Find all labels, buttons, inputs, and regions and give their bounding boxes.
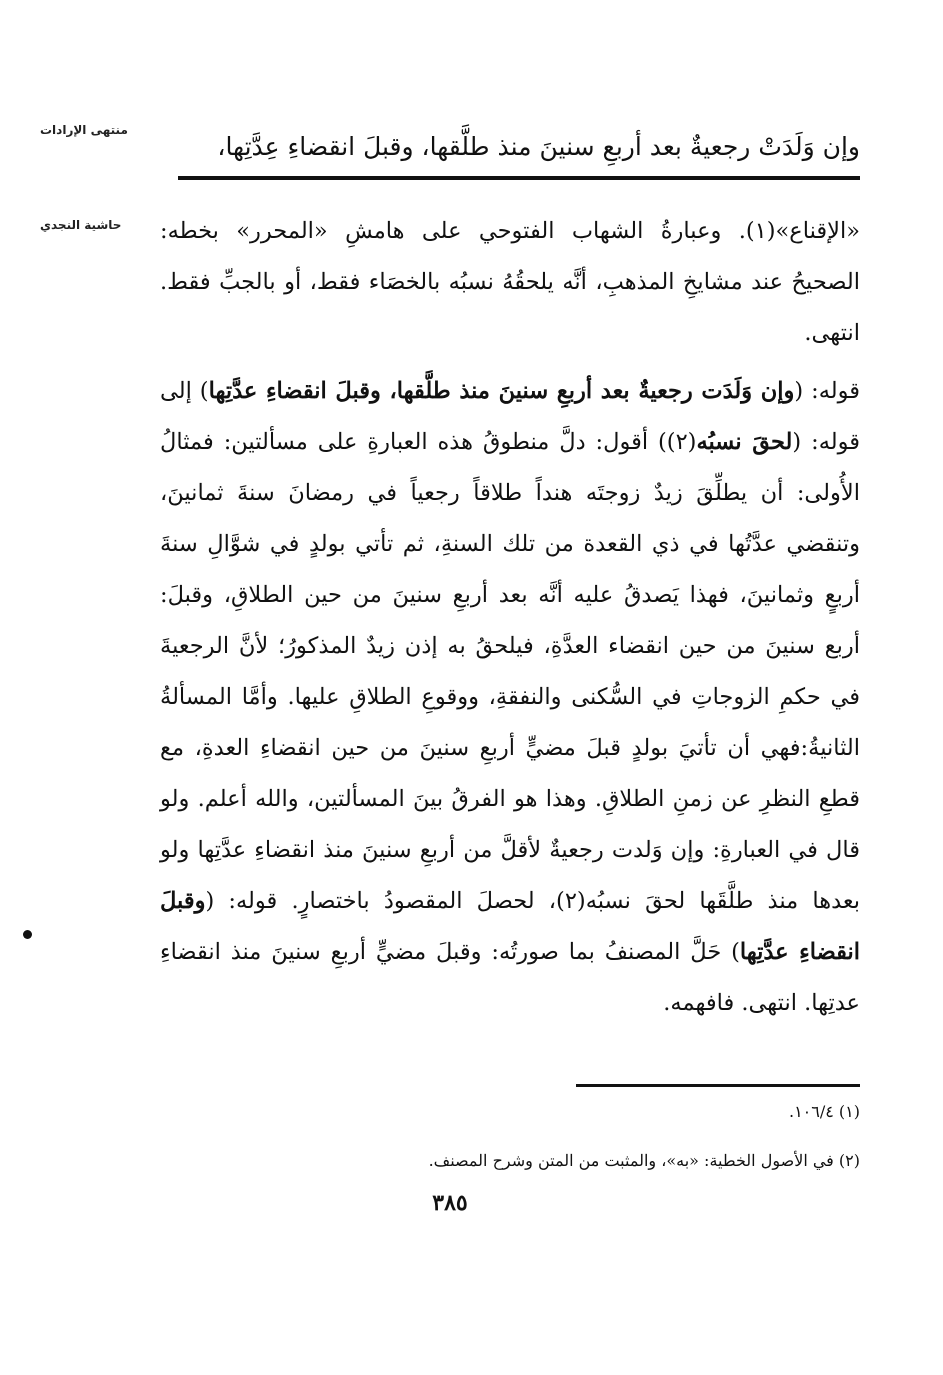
p2-quote-3: وقبلَ انقضاءِ عدَّتِها xyxy=(160,888,860,965)
p2-rest-2: ) حَلَّ المصنفُ بما صورتُه: وقبلَ مضيٍّ أربعِ سنينَ منذ انقضاءِ عدتِها. انتهى. فافهمه. xyxy=(160,939,860,1016)
p2-quote-2: لحقَ نسبُه xyxy=(696,429,793,455)
header-rule xyxy=(178,176,860,180)
paragraph-2-text xyxy=(160,366,860,1029)
p2-rest-1: (٢)) أقول: دلَّ منطوقُ هذه العبارةِ على مسألتين: فمثالُ الأُولى: أن يطلِّقَ زيدٌ زوجتَه هنداً طلاقاً رجعياً في رمضانَ سنةَ ثمانينَ، وتنقضي عدَّتُها في ذي القعدة من تلك السنةِ، ثم تأتي بولدٍ في شوَّالِ سنةَ أربعٍ وثمانينَ، فهذا يَصدقُ عليه أنَّه بعد أربعِ سنينَ من حين الطلاقِ، وقبلَ: أربع سنينَ من حين انقضاء العدَّةِ، فيلحقُ به إذن زيدٌ المذكورُ؛ لأنَّ الرجعيةَ في حكمِ الزوجاتِ في السُّكنى والنفقةِ، ووقوعِ الطلاقِ عليها. وأمَّا المسألةُ الثانيةُ:فهي أن تأتيَ بولدٍ قبلَ مضيٍّ أربعِ سنينَ من حين انقضاءِ العدةِ، مع قطعِ النظرِ عن زمنِ الطلاقِ. وهذا هو الفرقُ بينَ المسألتين، والله أعلم. ولو قال في العبارةِ: وإن وَلدت رجعيةٌ لأقلَّ من أربعِ سنينَ منذ انقضاءِ عدَّتِها ولو بعدها منذ طلَّقَها لحقَ نسبُه(٢)، لحصلَ المقصودُ باختصارٍ. قوله: ( xyxy=(160,429,861,914)
paragraph-1 xyxy=(160,206,860,359)
side-label-top: منتهى الإرادات xyxy=(40,123,128,137)
p2-mid: ) إلى قوله: ( xyxy=(160,378,860,455)
p2-intro: قوله: ( xyxy=(794,378,861,404)
page-number: ٣٨٥ xyxy=(432,1190,468,1216)
margin-dot xyxy=(23,930,32,939)
footnote-2: (٢) في الأصول الخطية: «به»، والمثبت من المتن وشرح المصنف. xyxy=(428,1151,860,1170)
paragraph-1-text: «الإقناع»(١). وعبارةُ الشهاب الفتوحي على هامشِ «المحرر» بخطه: الصحيحُ عند مشايخِ المذهبِ، أنَّه يلحقُهُ نسبُه بالخصَاء فقط، أو بالجبِّ فقط. انتهى. xyxy=(160,218,860,346)
footnote-rule xyxy=(576,1084,860,1087)
footnote-1: (١) ١٠٦/٤. xyxy=(788,1102,860,1121)
matn-line: وإن وَلَدَتْ رجعيةٌ بعد أربعِ سنينَ منذ طلَّقها، وقبلَ انقضاءِ عِدَّتِها، xyxy=(217,132,860,161)
paragraph-2 xyxy=(160,366,860,1029)
side-label-bottom: حاشية النجدي xyxy=(40,218,122,232)
p2-quote-1: وإن وَلَدَت رجعيةٌ بعد أربعِ سنينَ منذ طلَّقها، وقبلَ انقضاءِ عدَّتِها xyxy=(208,378,795,404)
